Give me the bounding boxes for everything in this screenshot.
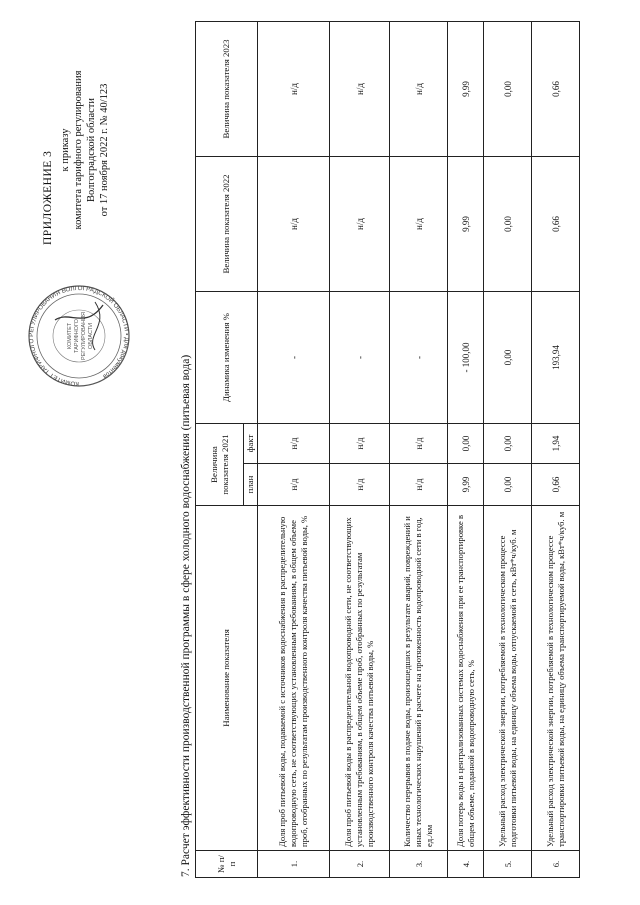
col-header-plan: план (244, 464, 258, 506)
row-2023: 0,00 (484, 22, 532, 157)
appendix-title: ПРИЛОЖЕНИЕ 3 (42, 150, 54, 245)
row-name: Удельный расход электрической энергии, потребляемой в технологическом процессе подготовки питьевой воды, на единицу объема воды, отпускаемой в сеть, кВт*ч/куб. м (484, 506, 532, 851)
row-dynamics: - (390, 292, 448, 424)
col-header-2022: Величина показателя 2022 (196, 157, 258, 292)
table-row (532, 22, 580, 878)
row-fact: н/д (330, 424, 390, 464)
col-header-name: Наименование показателя (196, 506, 258, 851)
appendix-line-1: к приказу (60, 128, 71, 172)
row-name: Количество перерывов в подаче воды, произошедших в результате аварий, повреждений и иных технологических нарушений в расчете на протяженность водопроводной сети в год, ед./км (390, 506, 448, 851)
svg-text:КОМИТЕТ ТАРИФНОГО РЕГУЛИРОВАНИ: КОМИТЕТ ТАРИФНОГО РЕГУЛИРОВАНИЯ ВОЛГОГРАДСКОЙ ОБЛАСТИ • Для документов (27, 284, 131, 388)
table-row (258, 22, 330, 878)
row-name: Доля проб питьевой воды в распределительной водопроводной сети, не соответствующих установленным требованиям, в общем объеме проб, отобранных по результатам производственного контроля качества питьевой воды, % (330, 506, 390, 851)
row-fact: 0,00 (448, 424, 484, 464)
col-header-fact: факт (244, 424, 258, 464)
row-dynamics: 0,00 (484, 292, 532, 424)
row-name: Удельный расход электрической энергии, потребляемой в технологическом процессе транспортировки питьевой воды, на единицу объема транспортируемой воды, кВт*ч/куб. м (532, 506, 580, 851)
row-plan: н/д (258, 464, 330, 506)
row-plan: н/д (330, 464, 390, 506)
table-row (390, 22, 448, 878)
row-2022: н/д (258, 157, 330, 292)
table-row (484, 22, 532, 878)
row-fact: 1,94 (532, 424, 580, 464)
row-dynamics: 193,94 (532, 292, 580, 424)
svg-text:ОБЛАСТИ: ОБЛАСТИ (88, 322, 94, 350)
row-2023: 0,66 (532, 22, 580, 157)
row-dynamics: - 100,00 (448, 292, 484, 424)
table-row (330, 22, 390, 878)
svg-text:РЕГУЛИРОВАНИЯ: РЕГУЛИРОВАНИЯ (81, 311, 87, 361)
row-2023: н/д (258, 22, 330, 157)
appendix-line-2: комитета тарифного регулирования (73, 70, 84, 230)
table-row (448, 22, 484, 878)
col-header-2023: Величина показателя 2023 (196, 22, 258, 157)
row-num: 4. (448, 851, 484, 878)
appendix-line-4: от 17 ноября 2022 г. № 40/123 (99, 83, 110, 217)
row-dynamics: - (330, 292, 390, 424)
efficiency-table (195, 21, 580, 878)
row-2022: 0,66 (532, 157, 580, 292)
row-dynamics: - (258, 292, 330, 424)
row-2022: н/д (330, 157, 390, 292)
section-heading: 7. Расчет эффективности производственной программы в сфере холодного водоснабжения (питьевая вода) (180, 354, 192, 877)
row-fact: н/д (390, 424, 448, 464)
svg-text:ТАРИФНОГО: ТАРИФНОГО (74, 319, 80, 353)
row-2022: 0,00 (484, 157, 532, 292)
appendix-line-3: Волгоградской области (86, 97, 97, 203)
appendix-header (42, 15, 111, 285)
row-plan: 0,66 (532, 464, 580, 506)
row-fact: н/д (258, 424, 330, 464)
row-plan: 9,99 (448, 464, 484, 506)
row-2023: н/д (390, 22, 448, 157)
official-stamp (25, 282, 133, 390)
row-num: 2. (330, 851, 390, 878)
row-fact: 0,00 (484, 424, 532, 464)
row-name: Доля потерь воды в централизованных системах водоснабжения при ее транспортировке в общем объеме, поданной в водопроводную сеть, % (448, 506, 484, 851)
col-header-num: № п/п (196, 851, 258, 878)
row-plan: н/д (390, 464, 448, 506)
row-2023: н/д (330, 22, 390, 157)
row-plan: 0,00 (484, 464, 532, 506)
row-num: 3. (390, 851, 448, 878)
svg-text:КОМИТЕТ: КОМИТЕТ (67, 322, 73, 350)
row-num: 5. (484, 851, 532, 878)
row-2023: 9,99 (448, 22, 484, 157)
row-name: Доля проб питьевой воды, подаваемой с источников водоснабжения в распределительную водопроводную сеть, не соответствующих установленным требованиям, в общем объеме проб, отобранных по результатам производственного контроля качества питьевой воды, % (258, 506, 330, 851)
row-2022: 9,99 (448, 157, 484, 292)
row-num: 1. (258, 851, 330, 878)
col-header-2021: Величина показателя 2021 (196, 424, 244, 506)
row-num: 6. (532, 851, 580, 878)
row-2022: н/д (390, 157, 448, 292)
col-header-dynamics: Динамика изменения % (196, 292, 258, 424)
